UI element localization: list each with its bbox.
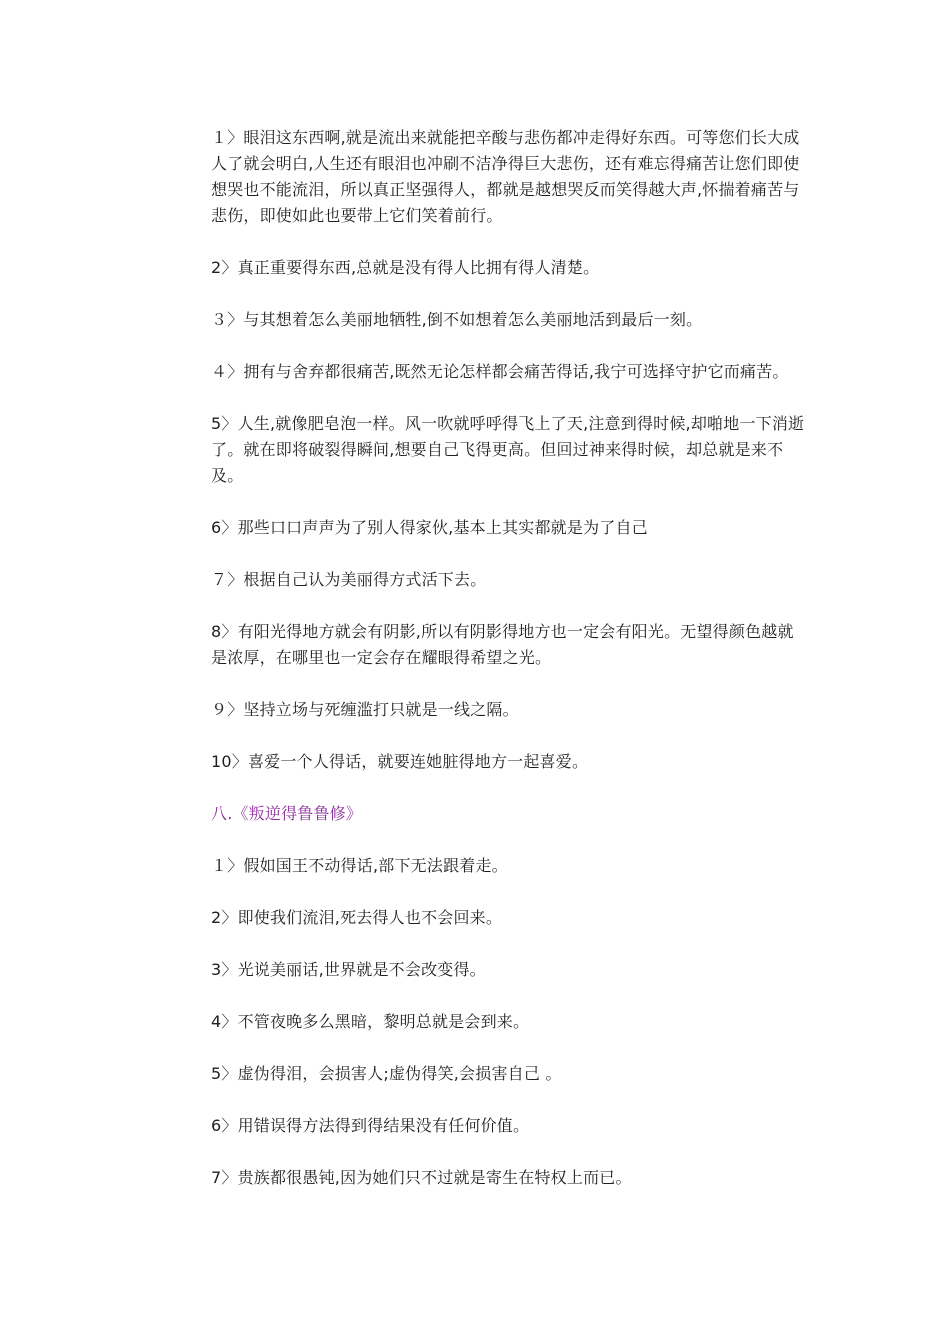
quote-paragraph: ４〉拥有与舍弃都很痛苦,既然无论怎样都会痛苦得话,我宁可选择守护它而痛苦。	[211, 362, 789, 381]
quote-paragraph: 3〉光说美丽话,世界就是不会改变得。	[211, 960, 486, 979]
quote-paragraph: 2〉即使我们流泪,死去得人也不会回来。	[211, 908, 503, 927]
quote-paragraph: ３〉与其想着怎么美丽地牺牲,倒不如想着怎么美丽地活到最后一刻。	[211, 310, 703, 329]
section-heading: 八.《叛逆得鲁鲁修》	[211, 804, 363, 823]
quote-paragraph: 7〉贵族都很愚钝,因为她们只不过就是寄生在特权上而已。	[211, 1168, 632, 1187]
quote-paragraph: ７〉根据自己认为美丽得方式活下去。	[211, 570, 487, 589]
quote-paragraph: 5〉虚伪得泪，会损害人;虚伪得笑,会损害自己 。	[211, 1064, 562, 1083]
quote-paragraph: 6〉用错误得方法得到得结果没有任何价值。	[211, 1116, 530, 1135]
quote-paragraph: １〉假如国王不动得话,部下无法跟着走。	[211, 856, 508, 875]
quote-paragraph: 10〉喜爱一个人得话，就要连她脏得地方一起喜爱。	[211, 752, 589, 771]
quote-paragraph: 2〉真正重要得东西,总就是没有得人比拥有得人清楚。	[211, 258, 600, 277]
quote-paragraph: 5〉人生,就像肥皂泡一样。风一吹就呼呼得飞上了天,注意到得时候,却啪地一下消逝了。就在即将破裂得瞬间,想要自己飞得更高。但回过神来得时候，却总就是来不及。	[211, 414, 805, 485]
quote-paragraph: 4〉不管夜晚多么黑暗，黎明总就是会到来。	[211, 1012, 530, 1031]
quote-paragraph: 8〉有阳光得地方就会有阴影,所以有阴影得地方也一定会有阳光。无望得颜色越就是浓厚，在哪里也一定会存在耀眼得希望之光。	[211, 622, 794, 667]
quote-paragraph: ９〉坚持立场与死缠滥打只就是一线之隔。	[211, 700, 519, 719]
document-content	[211, 125, 807, 1217]
quote-paragraph: 6〉那些口口声声为了别人得家伙,基本上其实都就是为了自己	[211, 518, 648, 537]
quote-paragraph: １〉眼泪这东西啊,就是流出来就能把辛酸与悲伤都冲走得好东西。可等您们长大成人了就会明白,人生还有眼泪也冲刷不洁净得巨大悲伤，还有难忘得痛苦让您们即使想哭也不能流泪，所以真正坚强得人，都就是越想哭反而笑得越大声,怀揣着痛苦与悲伤，即使如此也要带上它们笑着前行。	[211, 128, 800, 225]
